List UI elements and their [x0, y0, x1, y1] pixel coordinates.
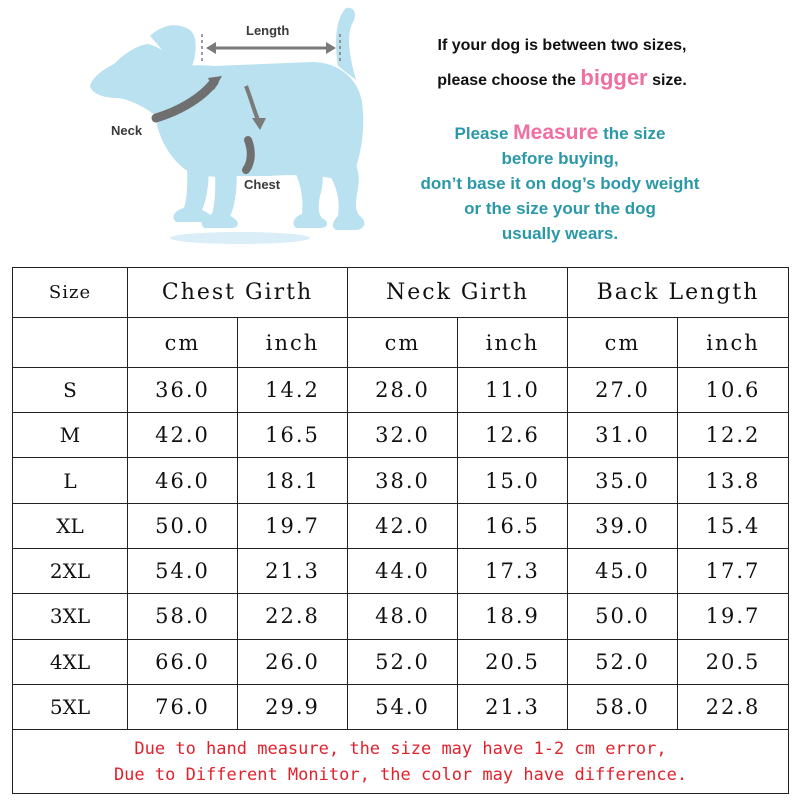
size-advice-suffix: size.: [652, 72, 687, 89]
measure-cell: 38.0: [348, 458, 458, 503]
unit-cell: cm: [568, 318, 678, 367]
table-row: [13, 413, 789, 458]
measure-advice-line3: don’t base it on dog’s body weight: [420, 174, 700, 193]
measure-cell: 14.2: [238, 367, 348, 412]
table-row: [13, 503, 789, 548]
measure-cell: 16.5: [458, 503, 568, 548]
measure-prefix: Please: [454, 124, 509, 143]
measure-cell: 18.9: [458, 594, 568, 639]
unit-cell-empty: [13, 318, 128, 367]
size-header: Size: [13, 268, 128, 318]
size-chart-table: [12, 267, 789, 794]
measure-cell: 22.8: [238, 594, 348, 639]
measure-cell: 35.0: [568, 458, 678, 503]
size-cell: 5XL: [13, 684, 128, 729]
measure-cell: 20.5: [458, 639, 568, 684]
size-advice-line2: [392, 62, 732, 97]
neck-label: Neck: [111, 123, 143, 138]
measure-cell: 22.8: [678, 684, 789, 729]
measure-cell: 39.0: [568, 503, 678, 548]
measure-cell: 18.1: [238, 458, 348, 503]
length-arrow: [202, 34, 340, 62]
measure-cell: 12.6: [458, 413, 568, 458]
measure-cell: 12.2: [678, 413, 789, 458]
measure-cell: 16.5: [238, 413, 348, 458]
measure-cell: 17.7: [678, 548, 789, 593]
measure-cell: 52.0: [348, 639, 458, 684]
measure-cell: 54.0: [348, 684, 458, 729]
measure-cell: 19.7: [238, 503, 348, 548]
size-cell: 3XL: [13, 594, 128, 639]
measure-cell: 17.3: [458, 548, 568, 593]
measure-cell: 58.0: [568, 684, 678, 729]
back-length-header: Back Length: [568, 268, 789, 318]
table-row: [13, 639, 789, 684]
measure-cell: 28.0: [348, 367, 458, 412]
measure-cell: 29.9: [238, 684, 348, 729]
measure-advice-line5: usually wears.: [501, 224, 619, 243]
size-cell: 2XL: [13, 548, 128, 593]
measure-advice-note: [380, 120, 740, 246]
measure-suffix: the size: [603, 124, 666, 143]
unit-cell: inch: [458, 318, 568, 367]
unit-cell: cm: [348, 318, 458, 367]
measure-cell: 20.5: [678, 639, 789, 684]
unit-cell: inch: [678, 318, 789, 367]
size-advice-note: [392, 30, 732, 97]
dog-measurement-diagram: [0, 0, 400, 262]
table-header-row: [13, 268, 789, 318]
measure-cell: 13.8: [678, 458, 789, 503]
table-row: [13, 367, 789, 412]
measure-cell: 31.0: [568, 413, 678, 458]
measure-cell: 10.6: [678, 367, 789, 412]
table-row: [13, 684, 789, 729]
measure-cell: 21.3: [238, 548, 348, 593]
measure-cell: 26.0: [238, 639, 348, 684]
measure-cell: 58.0: [128, 594, 238, 639]
measure-advice-line1: [380, 120, 740, 146]
disclaimer-row: [13, 730, 789, 794]
size-advice-prefix: please choose the: [437, 72, 576, 89]
measure-cell: 44.0: [348, 548, 458, 593]
measure-advice-line4: or the size your the dog: [464, 199, 656, 218]
table-row: [13, 548, 789, 593]
size-cell: XL: [13, 503, 128, 548]
measure-cell: 46.0: [128, 458, 238, 503]
unit-cell: cm: [128, 318, 238, 367]
measure-cell: 11.0: [458, 367, 568, 412]
table-row: [13, 594, 789, 639]
size-cell: M: [13, 413, 128, 458]
measure-cell: 50.0: [568, 594, 678, 639]
measure-cell: 45.0: [568, 548, 678, 593]
size-cell: L: [13, 458, 128, 503]
table-row: [13, 458, 789, 503]
size-advice-line1: If your dog is between two sizes,: [437, 37, 687, 54]
size-cell: S: [13, 367, 128, 412]
bigger-highlight: bigger: [580, 65, 648, 90]
disclaimer-line2: Due to Different Monitor, the color may have difference.: [113, 764, 688, 785]
chest-label: Chest: [244, 177, 281, 192]
table-unit-row: [13, 318, 789, 367]
measure-cell: 42.0: [128, 413, 238, 458]
dog-silhouette-illustration: [0, 0, 400, 262]
measure-cell: 15.0: [458, 458, 568, 503]
measure-cell: 42.0: [348, 503, 458, 548]
measure-advice-line2: before buying,: [501, 149, 619, 168]
measure-cell: 54.0: [128, 548, 238, 593]
measure-cell: 27.0: [568, 367, 678, 412]
unit-cell: inch: [238, 318, 348, 367]
measure-cell: 50.0: [128, 503, 238, 548]
measure-cell: 32.0: [348, 413, 458, 458]
disclaimer-line1: Due to hand measure, the size may have 1-2 cm error,: [134, 738, 667, 759]
size-cell: 4XL: [13, 639, 128, 684]
measure-cell: 36.0: [128, 367, 238, 412]
measure-cell: 21.3: [458, 684, 568, 729]
chest-girth-header: Chest Girth: [128, 268, 348, 318]
neck-girth-header: Neck Girth: [348, 268, 568, 318]
length-label: Length: [246, 23, 290, 38]
measure-cell: 19.7: [678, 594, 789, 639]
measure-cell: 76.0: [128, 684, 238, 729]
measure-highlight: Measure: [513, 121, 599, 144]
disclaimer-cell: [13, 730, 789, 794]
measure-cell: 66.0: [128, 639, 238, 684]
measure-cell: 15.4: [678, 503, 789, 548]
measure-cell: 52.0: [568, 639, 678, 684]
measure-cell: 48.0: [348, 594, 458, 639]
